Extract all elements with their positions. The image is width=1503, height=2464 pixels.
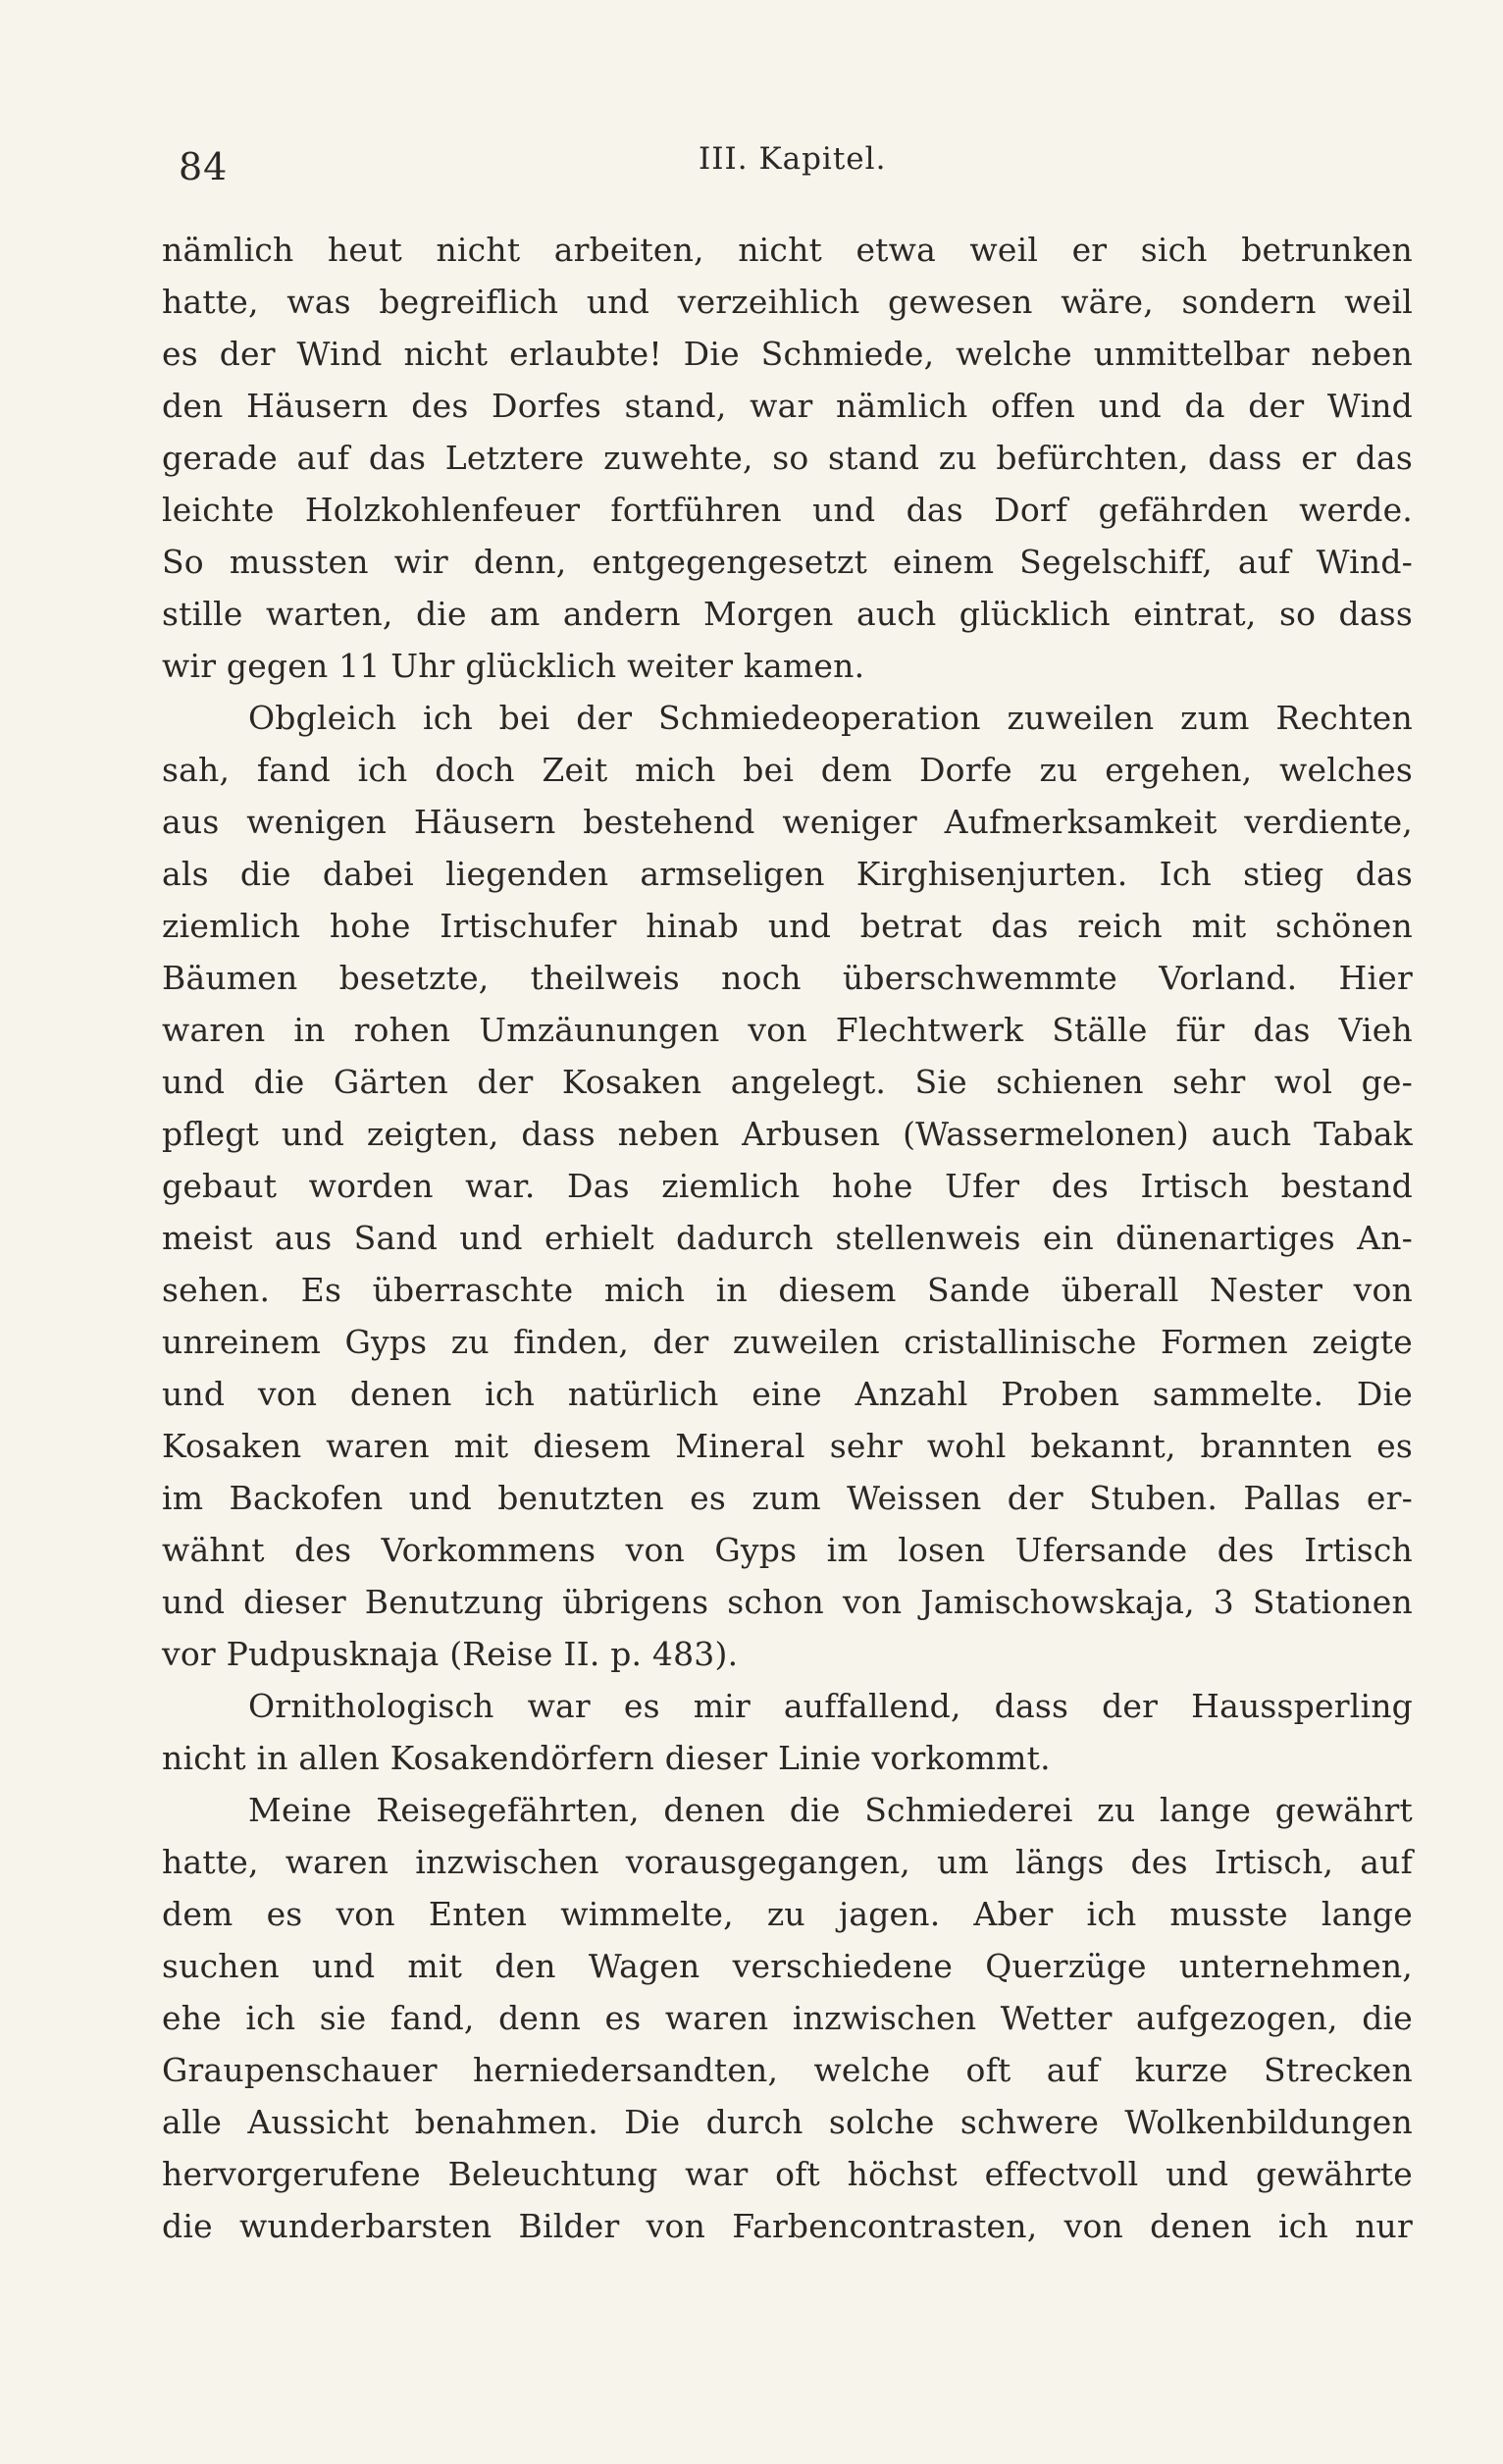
- text-line: wähnt des Vorkommens von Gyps im losen Ufersande des Irtisch: [162, 1531, 1413, 1569]
- text-line: leichte Holzkohlenfeuer fortführen und das Dorf gefährden werde.: [162, 491, 1413, 529]
- text-line: unreinem Gyps zu finden, der zuweilen cristallinische Formen zeigte: [162, 1323, 1413, 1361]
- text-line: nicht in allen Kosakendörfern dieser Linie vorkommt.: [162, 1739, 1051, 1777]
- text-line: aus wenigen Häusern bestehend weniger Aufmerksamkeit verdiente,: [162, 803, 1413, 841]
- text-line: alle Aussicht benahmen. Die durch solche schwere Wolkenbildungen: [162, 2103, 1413, 2141]
- text-line: Kosaken waren mit diesem Mineral sehr wohl bekannt, brannten es: [162, 1427, 1413, 1465]
- text-line: und die Gärten der Kosaken angelegt. Sie schienen sehr wol ge-: [162, 1063, 1413, 1101]
- text-line: die wunderbarsten Bilder von Farbencontrasten, von denen ich nur: [162, 2207, 1413, 2245]
- page-number: 84: [179, 145, 229, 188]
- page-header: [0, 137, 1503, 196]
- text-line: Ornithologisch war es mir auffallend, dass der Haussperling: [248, 1687, 1413, 1725]
- text-line: im Backofen und benutzten es zum Weissen der Stuben. Pallas er-: [162, 1479, 1413, 1517]
- body-text: [162, 224, 1413, 2252]
- text-line: So mussten wir denn, entgegengesetzt einem Segelschiff, auf Wind-: [162, 543, 1413, 581]
- text-line: hervorgerufene Beleuchtung war oft höchst effectvoll und gewährte: [162, 2155, 1413, 2193]
- text-line: Bäumen besetzte, theilweis noch überschwemmte Vorland. Hier: [162, 959, 1413, 997]
- text-line: sah, fand ich doch Zeit mich bei dem Dorfe zu ergehen, welches: [162, 751, 1413, 789]
- text-line: dem es von Enten wimmelte, zu jagen. Aber ich musste lange: [162, 1895, 1413, 1933]
- text-line: als die dabei liegenden armseligen Kirghisenjurten. Ich stieg das: [162, 855, 1413, 893]
- text-line: gerade auf das Letztere zuwehte, so stand zu befürchten, dass er das: [162, 439, 1413, 477]
- text-line: Meine Reisegefährten, denen die Schmiederei zu lange gewährt: [248, 1791, 1413, 1829]
- text-line: hatte, was begreiflich und verzeihlich gewesen wäre, sondern weil: [162, 283, 1413, 321]
- text-line: suchen und mit den Wagen verschiedene Querzüge unternehmen,: [162, 1947, 1413, 1985]
- text-line: Graupenschauer herniedersandten, welche oft auf kurze Strecken: [162, 2051, 1413, 2089]
- text-line: waren in rohen Umzäunungen von Flechtwerk Ställe für das Vieh: [162, 1011, 1413, 1049]
- text-line: pflegt und zeigten, dass neben Arbusen (Wassermelonen) auch Tabak: [162, 1115, 1413, 1153]
- text-line: ehe ich sie fand, denn es waren inzwischen Wetter aufgezogen, die: [162, 1999, 1413, 2037]
- text-line: den Häusern des Dorfes stand, war nämlich offen und da der Wind: [162, 387, 1413, 425]
- text-line: meist aus Sand und erhielt dadurch stellenweis ein dünenartiges An-: [162, 1219, 1413, 1257]
- text-line: und dieser Benutzung übrigens schon von Jamischowskaja, 3 Stationen: [162, 1583, 1413, 1621]
- text-line: stille warten, die am andern Morgen auch glücklich eintrat, so dass: [162, 595, 1413, 633]
- running-head: III. Kapitel.: [699, 141, 887, 177]
- text-line: hatte, waren inzwischen vorausgegangen, um längs des Irtisch, auf: [162, 1843, 1413, 1881]
- text-line: ziemlich hohe Irtischufer hinab und betrat das reich mit schönen: [162, 907, 1413, 945]
- text-line: sehen. Es überraschte mich in diesem Sande überall Nester von: [162, 1271, 1413, 1309]
- text-line: gebaut worden war. Das ziemlich hohe Ufer des Irtisch bestand: [162, 1167, 1413, 1205]
- text-line: und von denen ich natürlich eine Anzahl Proben sammelte. Die: [162, 1375, 1413, 1413]
- text-line: es der Wind nicht erlaubte! Die Schmiede, welche unmittelbar neben: [162, 335, 1413, 373]
- text-line: vor Pudpusknaja (Reise II. p. 483).: [162, 1635, 739, 1673]
- text-line: Obgleich ich bei der Schmiedeoperation zuweilen zum Rechten: [248, 699, 1413, 737]
- text-line: wir gegen 11 Uhr glücklich weiter kamen.: [162, 647, 865, 685]
- text-line: nämlich heut nicht arbeiten, nicht etwa weil er sich betrunken: [162, 231, 1413, 269]
